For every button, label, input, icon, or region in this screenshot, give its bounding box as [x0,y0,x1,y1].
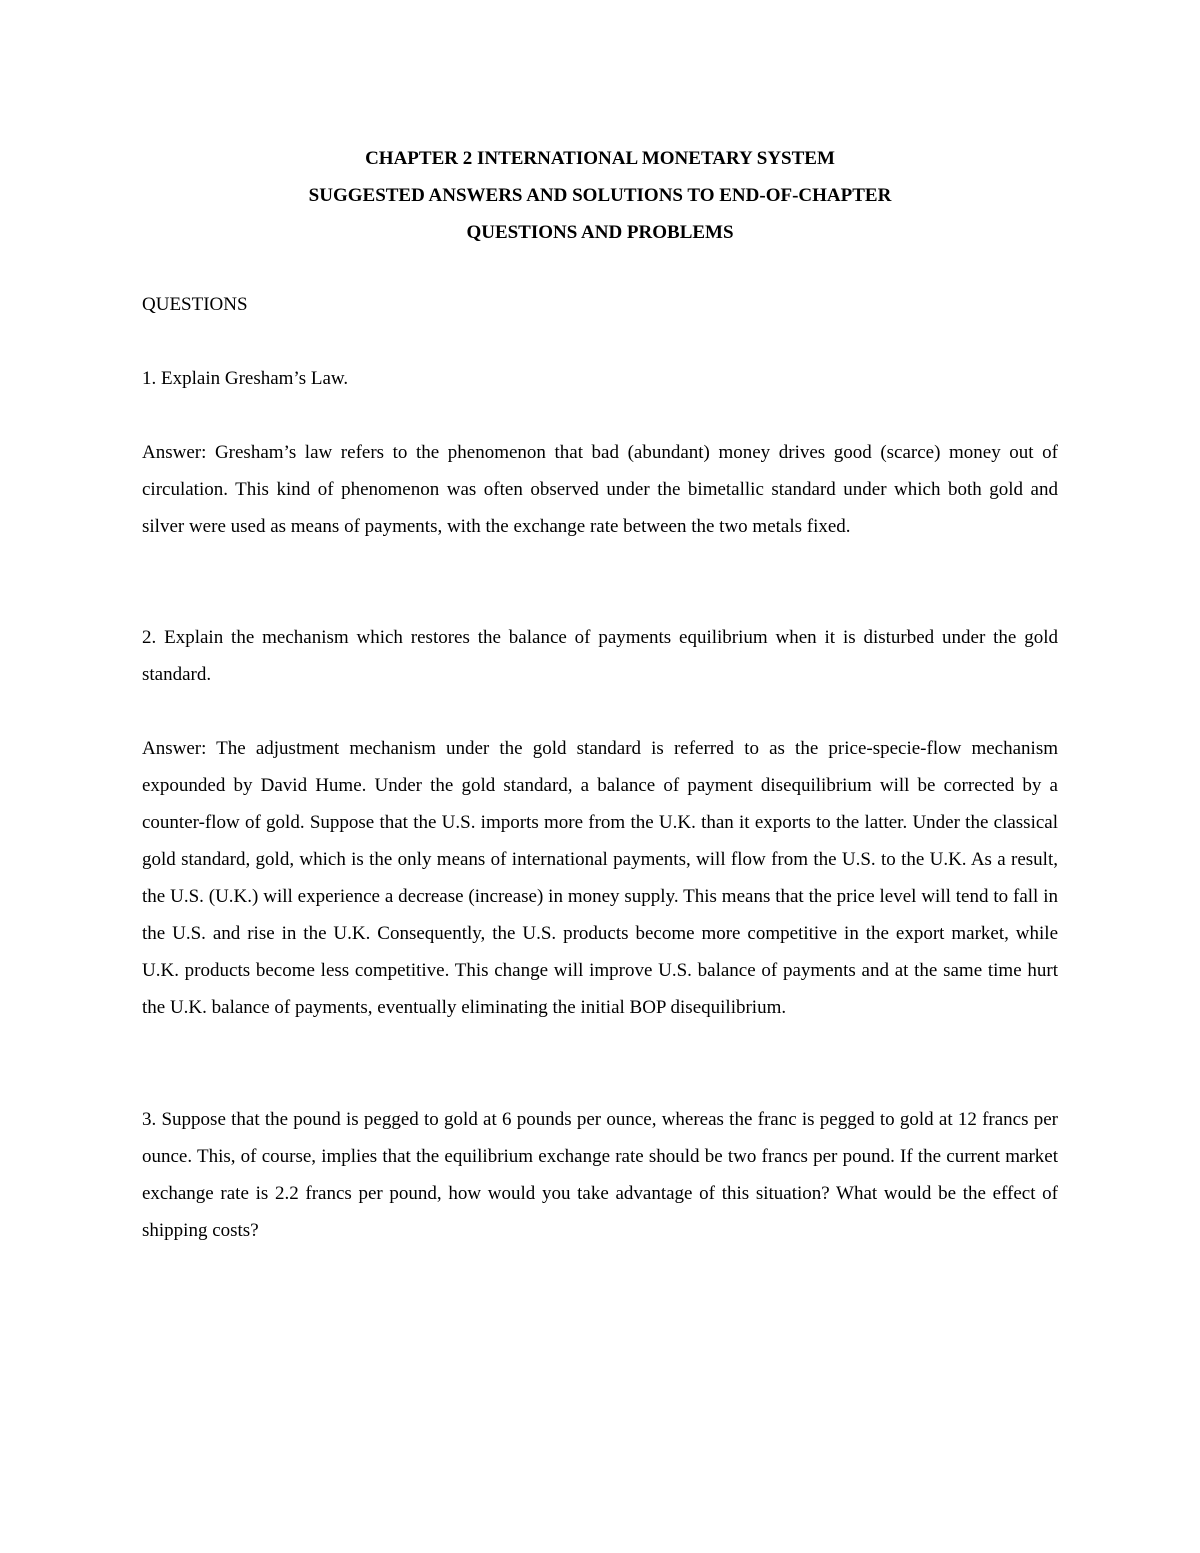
document-title [0,140,1200,251]
section-heading: QUESTIONS [142,294,248,315]
question-3: 3. Suppose that the pound is pegged to gold at 6 pounds per ounce, whereas the franc is pegged to gold at 12 francs per ounce. This, of course, implies that the equilibrium exchange rate should be two francs per pound. If the current market exchange rate is 2.2 francs per pound, how would you take advantage of this situation? What would be the effect of shipping costs? [142,1109,1058,1241]
title-line-subtitle: SUGGESTED ANSWERS AND SOLUTIONS TO END-OF-CHAPTER [308,185,892,206]
answer-2: Answer: The adjustment mechanism under the gold standard is referred to as the price-specie-flow mechanism expounded by David Hume. Under the gold standard, a balance of payment disequilibrium will be corrected by a counter-flow of gold. Suppose that the U.S. imports more from the U.K. than it exports to the latter. Under the classical gold standard, gold, which is the only means of international payments, will flow from the U.S. to the U.K. As a result, the U.S. (U.K.) will experience a decrease (increase) in money supply. This means that the price level will tend to fall in the U.S. and rise in the U.K. Consequently, the U.S. products become more competitive in the export market, while U.K. products become less competitive. This change will improve U.S. balance of payments and at the same time hurt the U.K. balance of payments, eventually eliminating the initial BOP disequilibrium. [142,738,1058,1018]
title-line-chapter: CHAPTER 2 INTERNATIONAL MONETARY SYSTEM [365,148,835,169]
answer-1: Answer: Gresham’s law refers to the phenomenon that bad (abundant) money drives good (scarce) money out of circulation. This kind of phenomenon was often observed under the bimetallic standard under which both gold and silver were used as means of payments, with the exchange rate between the two metals fixed. [142,442,1058,537]
question-2: 2. Explain the mechanism which restores the balance of payments equilibrium when it is disturbed under the gold standard. [142,627,1058,685]
question-1: 1. Explain Gresham’s Law. [142,368,349,389]
title-line-subtitle-cont: QUESTIONS AND PROBLEMS [466,222,734,243]
